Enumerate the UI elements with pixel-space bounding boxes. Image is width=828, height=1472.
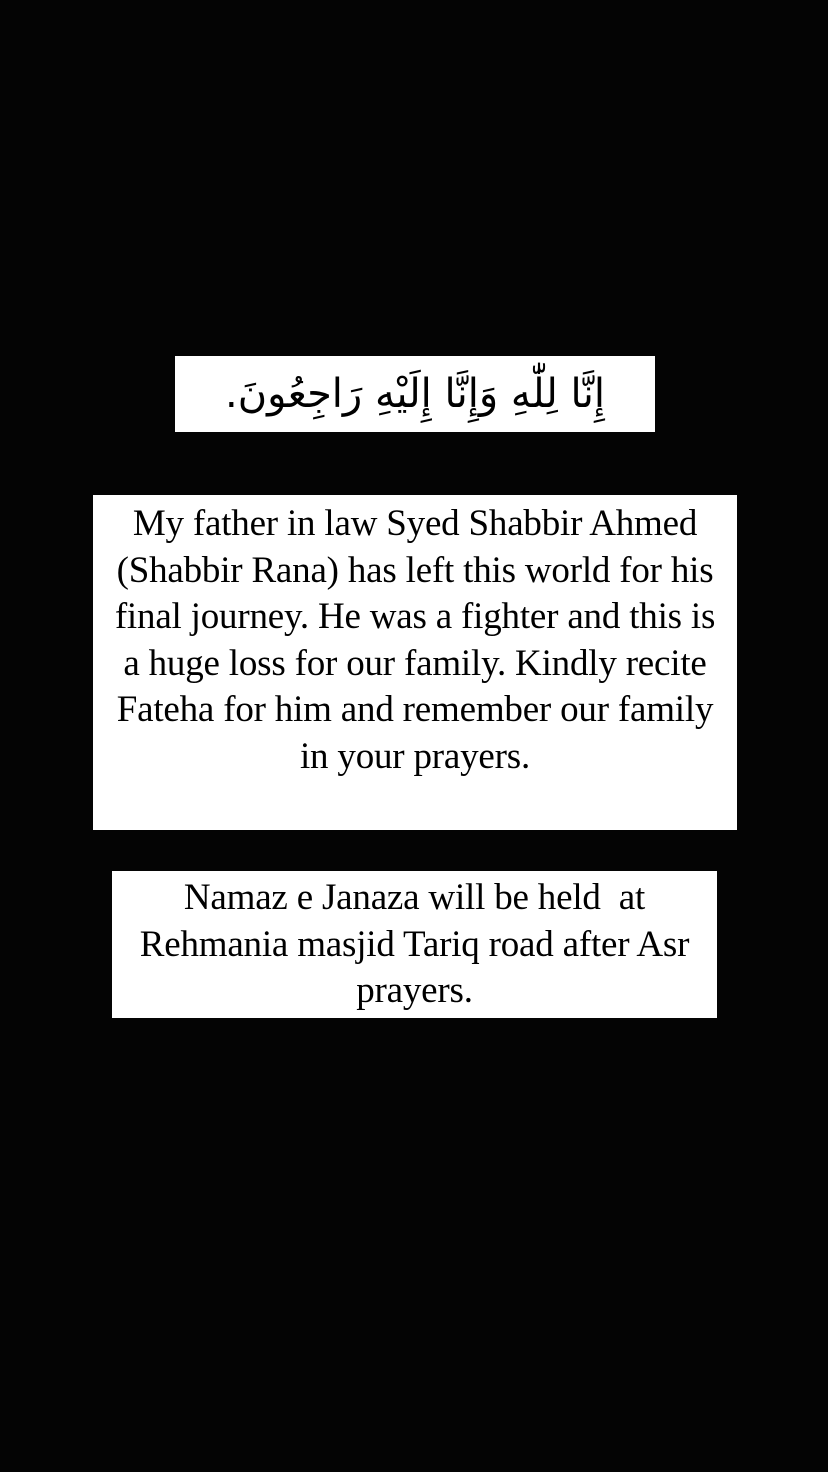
arabic-verse: إِنَّا لِلّٰهِ وَإِنَّا إِلَيْهِ رَاجِعُونَ. (225, 371, 605, 417)
janaza-notice: Namaz e Janaza will be held at Rehmania masjid Tariq road after Asr prayers. (139, 877, 699, 1011)
janaza-notice-card (112, 871, 717, 1018)
condolence-message-card (93, 495, 737, 830)
condolence-message: My father in law Syed Shabbir Ahmed (Shabbir Rana) has left this world for his final journey. He was a fighter and this is a huge loss for our family. Kindly recite Fateha for him and remember our family in your prayers. (114, 503, 716, 777)
arabic-verse-card (175, 356, 655, 432)
